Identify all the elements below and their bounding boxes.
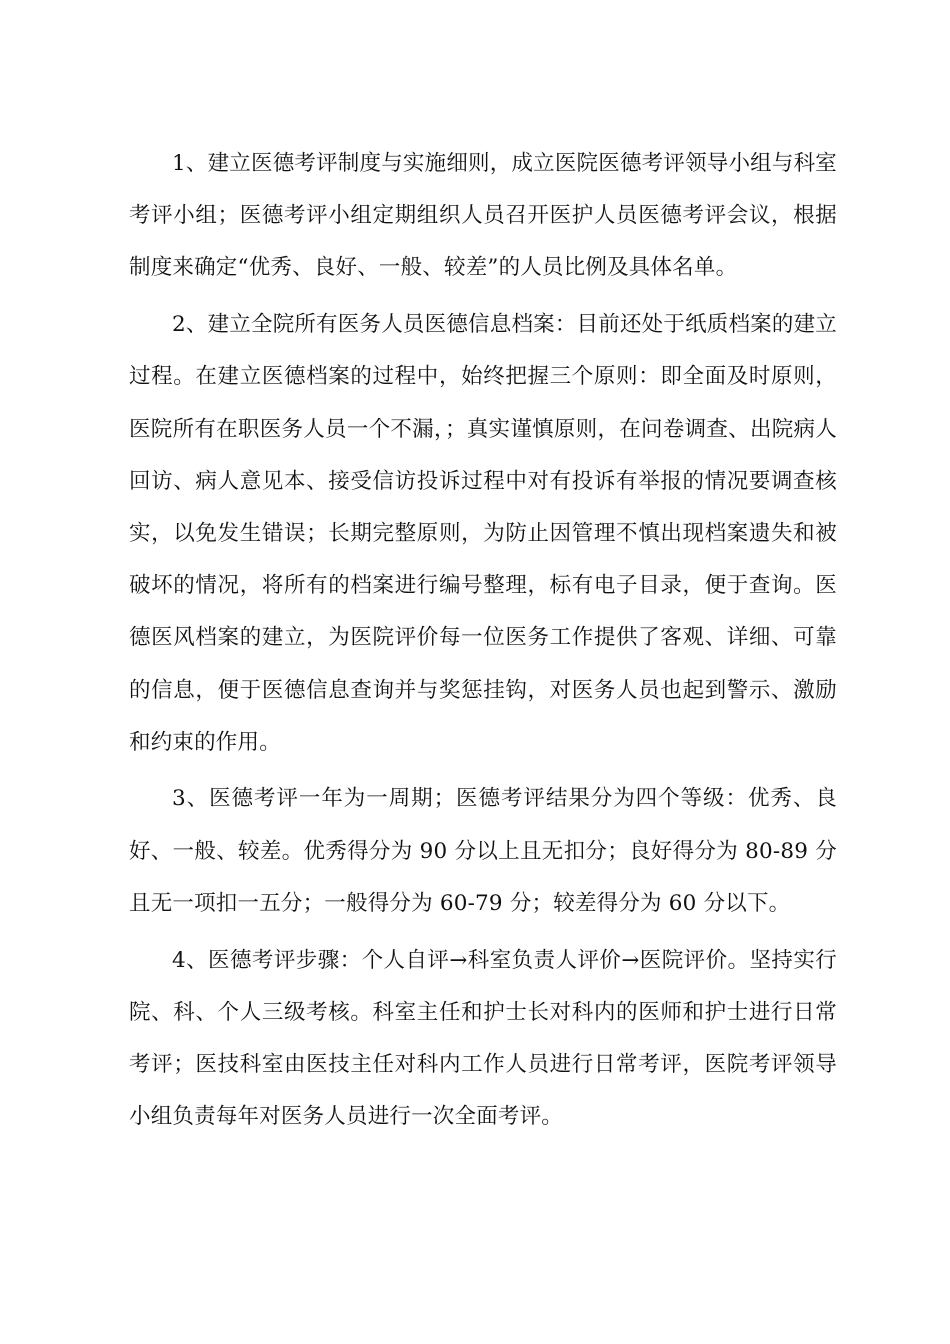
paragraph-2: 2、建立全院所有医务人员医德信息档案：目前还处于纸质档案的建立过程。在建立医德档案的过程中，始终把握三个原则：即全面及时原则，医院所有在职医务人员一个不漏，；真实谨慎原则，在问卷调查、出院病人回访、病人意见本、接受信访投诉过程中对有投诉有举报的情况要调查核实，以免发生错误；长期完整原则，为防止因管理不慎出现档案遗失和被破坏的情况，将所有的档案进行编号整理，标有电子目录，便于查询。医德医风档案的建立，为医院评价每一位医务工作提供了客观、详细、可靠的信息，便于医德信息查询并与奖惩挂钩，对医务人员也起到警示、激励和约束的作用。 — [129, 312, 837, 755]
paragraph-1: 1、建立医德考评制度与实施细则，成立医院医德考评领导小组与科室考评小组；医德考评小组定期组织人员召开医护人员医德考评会议，根据制度来确定“优秀、良好、一般、较差”的人员比例及具体名单。 — [129, 151, 837, 281]
paragraph-3: 3、医德考评一年为一周期；医德考评结果分为四个等级：优秀、良好、一般、较差。优秀得分为 90 分以上且无扣分；良好得分为 80-89 分且无一项扣一五分；一般得分为 60-79 分；较差得分为 60 分以下。 — [129, 786, 837, 916]
paragraph-4: 4、医德考评步骤：个人自评→科室负责人评价→医院评价。坚持实行院、科、个人三级考核。科室主任和护士长对科内的医师和护士进行日常考评；医技科室由医技主任对科内工作人员进行日常考评，医院考评领导小组负责每年对医务人员进行一次全面考评。 — [129, 947, 837, 1130]
document-body — [129, 138, 837, 1148]
